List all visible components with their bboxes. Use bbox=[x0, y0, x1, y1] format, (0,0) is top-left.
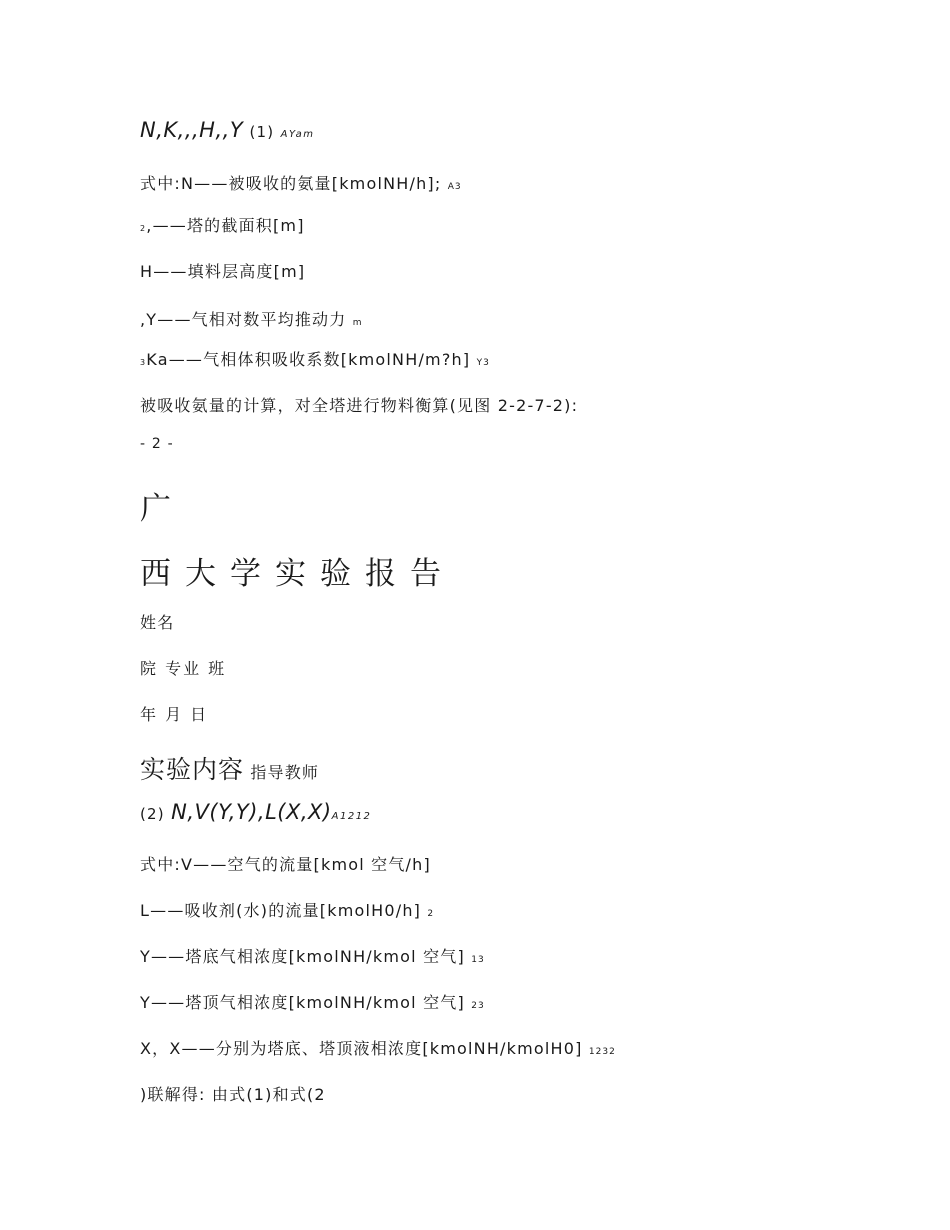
definition-N-subscripts: A3 bbox=[447, 182, 462, 192]
university-char: 广 bbox=[140, 491, 173, 527]
formula-2-number: (2) bbox=[140, 805, 165, 823]
definition-Ka-text: Ka——气相体积吸收系数[kmolNH/m?h] bbox=[146, 350, 471, 369]
definition-area-prefix: 2 bbox=[140, 224, 147, 233]
formula-1 bbox=[140, 118, 315, 142]
page-number: - 2 - bbox=[140, 436, 174, 452]
definition-Y2 bbox=[140, 990, 485, 1013]
definition-N bbox=[140, 171, 462, 194]
section-heading bbox=[140, 750, 319, 786]
definition-Y2-text: Y——塔顶气相浓度[kmolNH/kmol 空气] bbox=[140, 993, 465, 1012]
date-row: 年 月 日 bbox=[140, 705, 209, 724]
definition-X-subscripts: 1232 bbox=[588, 1047, 616, 1057]
formula-1-expression: N,K,,,H,,Y bbox=[140, 118, 244, 142]
definition-Y bbox=[140, 307, 363, 330]
section-title: 实验内容 bbox=[140, 755, 245, 784]
teacher-label: 指导教师 bbox=[250, 763, 320, 782]
definition-Y1 bbox=[140, 944, 485, 967]
definition-H: H——填料层高度[m] bbox=[140, 262, 306, 281]
definition-Y-text: ,Y——气相对数平均推动力 bbox=[140, 310, 347, 329]
definition-area-text: ,——塔的截面积[m] bbox=[146, 216, 305, 235]
calc-intro: 被吸收氨量的计算，对全塔进行物料衡算(见图 2-2-7-2): bbox=[140, 396, 579, 415]
definition-V: 式中:V——空气的流量[kmol 空气/h] bbox=[140, 855, 431, 874]
definition-L-text: L——吸收剂(水)的流量[kmolH0/h] bbox=[140, 901, 422, 920]
name-label: 姓名 bbox=[140, 613, 175, 632]
definition-Y1-subscripts: 13 bbox=[471, 955, 485, 965]
formula-2 bbox=[140, 800, 371, 824]
definition-Y-subscript: m bbox=[352, 318, 363, 328]
report-title: 西大学实验报告 bbox=[140, 556, 455, 592]
definition-L-subscript: 2 bbox=[427, 909, 435, 919]
definition-L bbox=[140, 898, 434, 921]
definition-area bbox=[140, 213, 305, 236]
department-row: 院 专业 班 bbox=[140, 659, 227, 678]
formula-1-number: (1) bbox=[249, 123, 275, 141]
formula-2-subscripts: A1212 bbox=[331, 811, 372, 822]
definition-Ka-prefix: 3 bbox=[140, 358, 147, 367]
definition-X-text: X，X——分别为塔底、塔顶液相浓度[kmolNH/kmolH0] bbox=[140, 1039, 583, 1058]
definition-N-text: 式中:N——被吸收的氨量[kmolNH/h]; bbox=[140, 174, 442, 193]
definition-X bbox=[140, 1036, 616, 1059]
definition-Ka-subscripts: Y3 bbox=[476, 358, 490, 368]
definition-Y1-text: Y——塔底气相浓度[kmolNH/kmol 空气] bbox=[140, 947, 465, 966]
solve-line: )联解得: 由式(1)和式(2 bbox=[140, 1085, 326, 1104]
formula-1-subscripts: AYam bbox=[280, 129, 315, 140]
formula-2-expression: N,V(Y,Y),L(X,X) bbox=[171, 800, 332, 824]
definition-Y2-subscripts: 23 bbox=[471, 1001, 485, 1011]
definition-Ka bbox=[140, 347, 490, 370]
